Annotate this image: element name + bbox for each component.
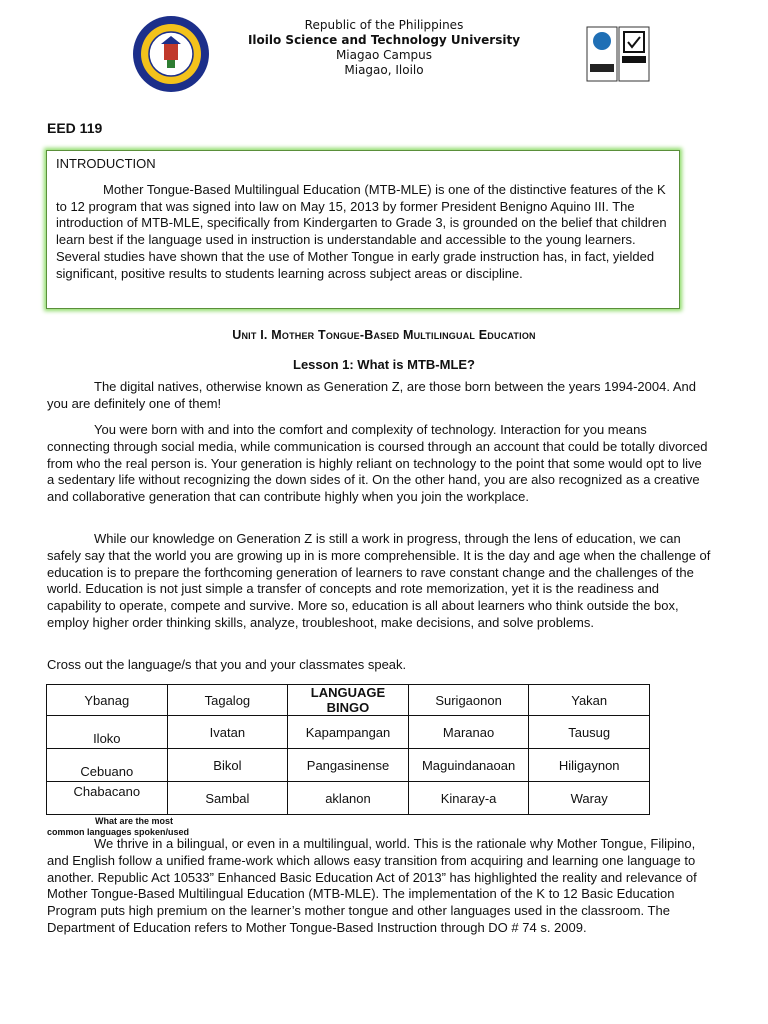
bingo-cell[interactable]: Chabacano: [47, 782, 168, 815]
bingo-cell[interactable]: aklanon: [288, 782, 409, 815]
bingo-cell[interactable]: Kinaray-a: [408, 782, 529, 815]
table-caption: [47, 816, 217, 837]
introduction-text: Mother Tongue-Based Multilingual Education (MTB-MLE) is one of the distinctive features of the K to 12 program that was signed into law on May 15, 2013 by former President Benigno Aquino III. The introduction of MTB-MLE, specifically from Kindergarten to Grade 3, is grounded on the belief that children learn best if the language used in instruction is understandable and accessible to the young learners. Several studies have shown that the use of Mother Tongue in early grade instruction has, in fact, yielded significant, positive results to students learning across subject areas or discipline.: [56, 181, 667, 281]
republic-line: Republic of the Philippines: [304, 18, 464, 32]
bingo-cell[interactable]: Sambal: [167, 782, 288, 815]
table-row: [47, 782, 650, 815]
bingo-cell[interactable]: Ivatan: [167, 716, 288, 749]
bingo-cell[interactable]: Kapampangan: [288, 716, 409, 749]
bingo-cell[interactable]: Bikol: [167, 749, 288, 782]
bingo-cell[interactable]: Pangasinense: [288, 749, 409, 782]
bingo-cell[interactable]: Cebuano: [47, 749, 168, 782]
unit-title: [0, 328, 768, 342]
paragraph-education: While our knowledge on Generation Z is still a work in progress, through the lens of education, we can safely say that the world you are growing up in is more comprehensible. It is the day and age when the challenge of education is to prepare the forthcoming generation of learners to rave constant change and the challenges of the world. Education is not just simple a transfer of concepts and rote memorization, yet it is the readiness and capability to operate, compete and survive. More so, education is all about learners who think outside the box, employ higher order thinking skills, analyze, troubleshoot, make decisions, and solve problems.: [47, 531, 711, 630]
caption-line: What are the most: [95, 816, 174, 826]
bingo-cell[interactable]: Surigaonon: [408, 685, 529, 716]
bingo-instruction: Cross out the language/s that you and your classmates speak.: [47, 657, 407, 672]
bingo-cell[interactable]: Hiligaynon: [529, 749, 650, 782]
bingo-cell[interactable]: Maguindanaoan: [408, 749, 529, 782]
document-header: [0, 18, 768, 78]
paragraph-technology: You were born with and into the comfort and complexity of technology. Interaction for you means connecting through social media, while communication is coursed through an account that could be totally divorced from who the real person is. Your generation is highly reliant on technology to the point that some would opt to live a sedentary life without recognizing the down sides of it. On the other hand, you are also recognized as a creative and collaborative generation that can contribute highly when you join the workplace.: [47, 422, 708, 505]
bingo-cell[interactable]: Yakan: [529, 685, 650, 716]
bingo-title-cell: LANGUAGE BINGO: [288, 685, 409, 716]
introduction-heading: INTRODUCTION: [56, 156, 156, 171]
table-row: [47, 749, 650, 782]
lesson-title: Lesson 1: What is MTB-MLE?: [293, 357, 475, 372]
bingo-cell[interactable]: Ybanag: [47, 685, 168, 716]
bingo-cell[interactable]: Maranao: [408, 716, 529, 749]
bingo-cell[interactable]: Tausug: [529, 716, 650, 749]
introduction-box: [46, 150, 680, 309]
course-code: EED 119: [47, 120, 103, 136]
university-name: Iloilo Science and Technology University: [247, 33, 521, 47]
campus-location: Miagao, Iloilo: [344, 63, 424, 77]
bingo-cell[interactable]: Waray: [529, 782, 650, 815]
unit-title-text: Unit I. Mother Tongue-Based Multilingual Education: [232, 328, 536, 342]
campus-name: Miagao Campus: [335, 48, 433, 62]
table-row: [47, 685, 650, 716]
table-row: [47, 716, 650, 749]
bingo-cell[interactable]: Iloko: [47, 716, 168, 749]
iso-ukas-certification-logo: [586, 26, 650, 82]
bingo-cell[interactable]: Tagalog: [167, 685, 288, 716]
caption-line: common languages spoken/used: [47, 826, 190, 837]
paragraph-generation-z: The digital natives, otherwise known as Generation Z, are those born between the years 1994-2004. And you are definitely one of them!: [47, 379, 696, 411]
paragraph-multilingual: We thrive in a bilingual, or even in a multilingual, world. This is the rationale why Mother Tongue, Filipino, and English follow a unified frame-work which allows easy transition from acquiring and learning one language to another. Republic Act 10533” Enhanced Basic Education Act of 2013” has highlighted the reality and relevance of Mother Tongue-Based Multilingual Education (MTB-MLE). The implementation of the K to 12 Basic Education Program puts high premium on the learner’s mother tongue and other languages used in the classroom. The Department of Education refers to Mother Tongue-Based Instruction through DO # 74 s. 2009.: [47, 836, 697, 935]
language-bingo-table: [46, 684, 650, 815]
